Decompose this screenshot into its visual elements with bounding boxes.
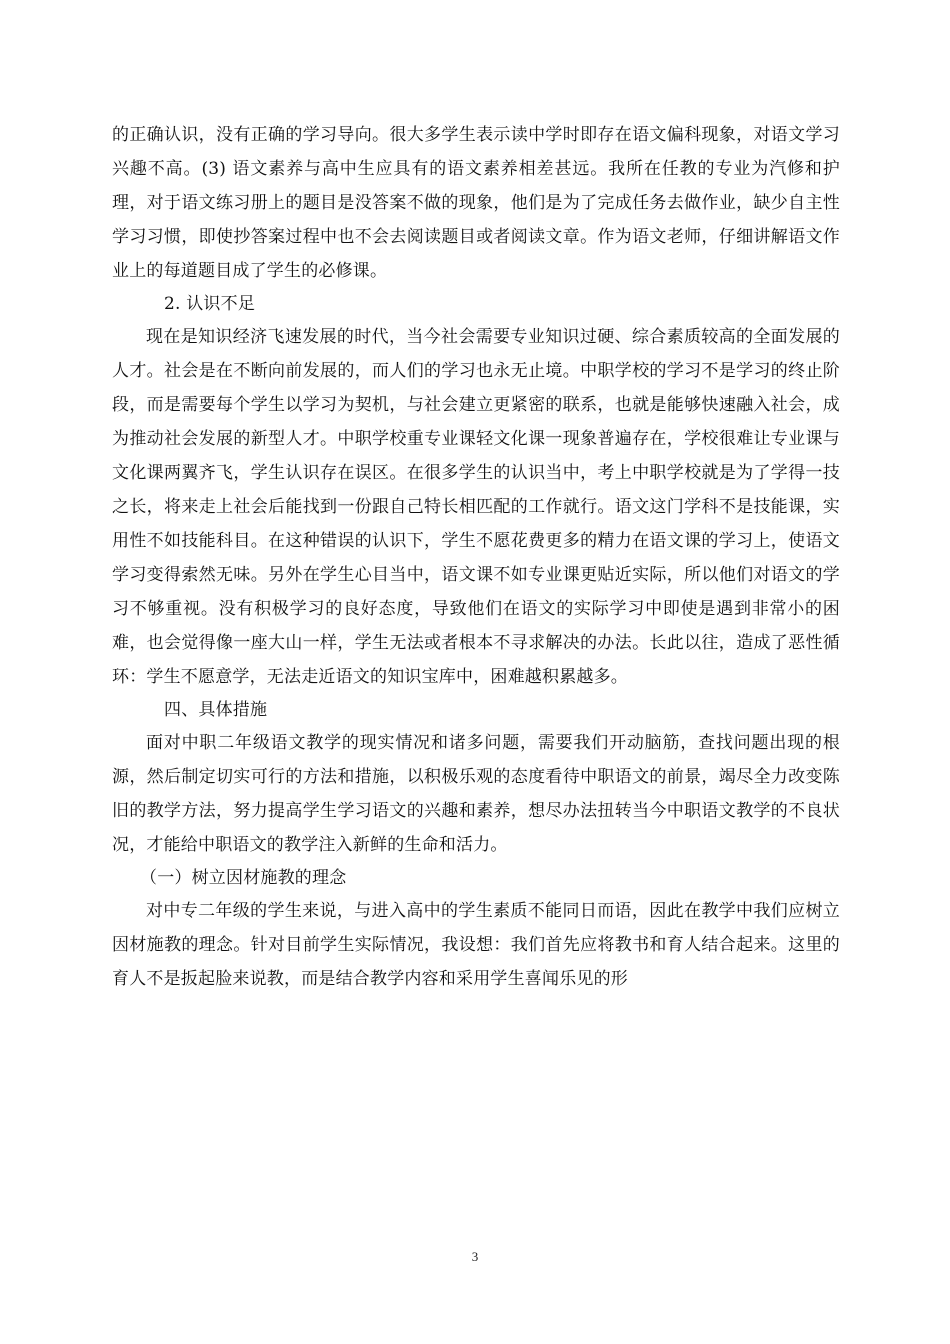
page-number: 3 <box>471 1249 479 1264</box>
paragraph-3: 面对中职二年级语文教学的现实情况和诸多问题，需要我们开动脑筋，查找问题出现的根源，然后制定切实可行的方法和措施，以积极乐观的态度看待中职语文的前景，竭尽全力改变陈旧的教学方法，努力提高学生学习语文的兴趣和素养，想尽办法扭转当今中职语文教学的不良状况，才能给中职语文的教学注入新鲜的生命和活力。 <box>112 733 840 855</box>
paragraph-1: 的正确认识，没有正确的学习导向。很大多学生表示读中学时即存在语文偏科现象，对语文学习兴趣不高。(3) 语文素养与高中生应具有的语文素养相差甚远。我所在任教的专业为汽修和护理，对于语文练习册上的题目是没答案不做的现象，他们是为了完成任务去做作业，缺少自主性学习习惯，即使抄答案过程中也不会去阅读题目或者阅读文章。作为语文老师，仔细讲解语文作业上的每道题目成了学生的必修课。 <box>112 125 840 281</box>
document-body <box>112 118 840 996</box>
paragraph-4: 对中专二年级的学生来说，与进入高中的学生素质不能同日而语，因此在教学中我们应树立因材施教的理念。针对目前学生实际情况，我设想：我们首先应将教书和育人结合起来。这里的育人不是扳起脸来说教，而是结合教学内容和采用学生喜闻乐见的形 <box>112 901 840 989</box>
section-heading-2: 2. 认识不足 <box>164 294 256 314</box>
paragraph-2: 现在是知识经济飞速发展的时代，当今社会需要专业知识过硬、综合素质较高的全面发展的人才。社会是在不断向前发展的，而人们的学习也永无止境。中职学校的学习不是学习的终止阶段，而是需要每个学生以学习为契机，与社会建立更紧密的联系，也就是能够快速融入社会，成为推动社会发展的新型人才。中职学校重专业课轻文化课一现象普遍存在，学校很难让专业课与文化课两翼齐飞，学生认识存在误区。在很多学生的认识当中，考上中职学校就是为了学得一技之长，将来走上社会后能找到一份跟自己特长相匹配的工作就行。语文这门学科不是技能课，实用性不如技能科目。在这种错误的认识下，学生不愿花费更多的精力在语文课的学习上，使语文学习变得索然无味。另外在学生心目当中，语文课不如专业课更贴近实际，所以他们对语文的学习不够重视。没有积极学习的良好态度，导致他们在语文的实际学习中即使是遇到非常小的困难，也会觉得像一座大山一样，学生无法或者根本不寻求解决的办法。长此以往，造成了恶性循环：学生不愿意学，无法走近语文的知识宝库中，困难越积累越多。 <box>112 327 840 687</box>
section-heading-4: 四、具体措施 <box>164 700 268 720</box>
subsection-heading-1: （一）树立因材施教的理念 <box>140 868 347 888</box>
